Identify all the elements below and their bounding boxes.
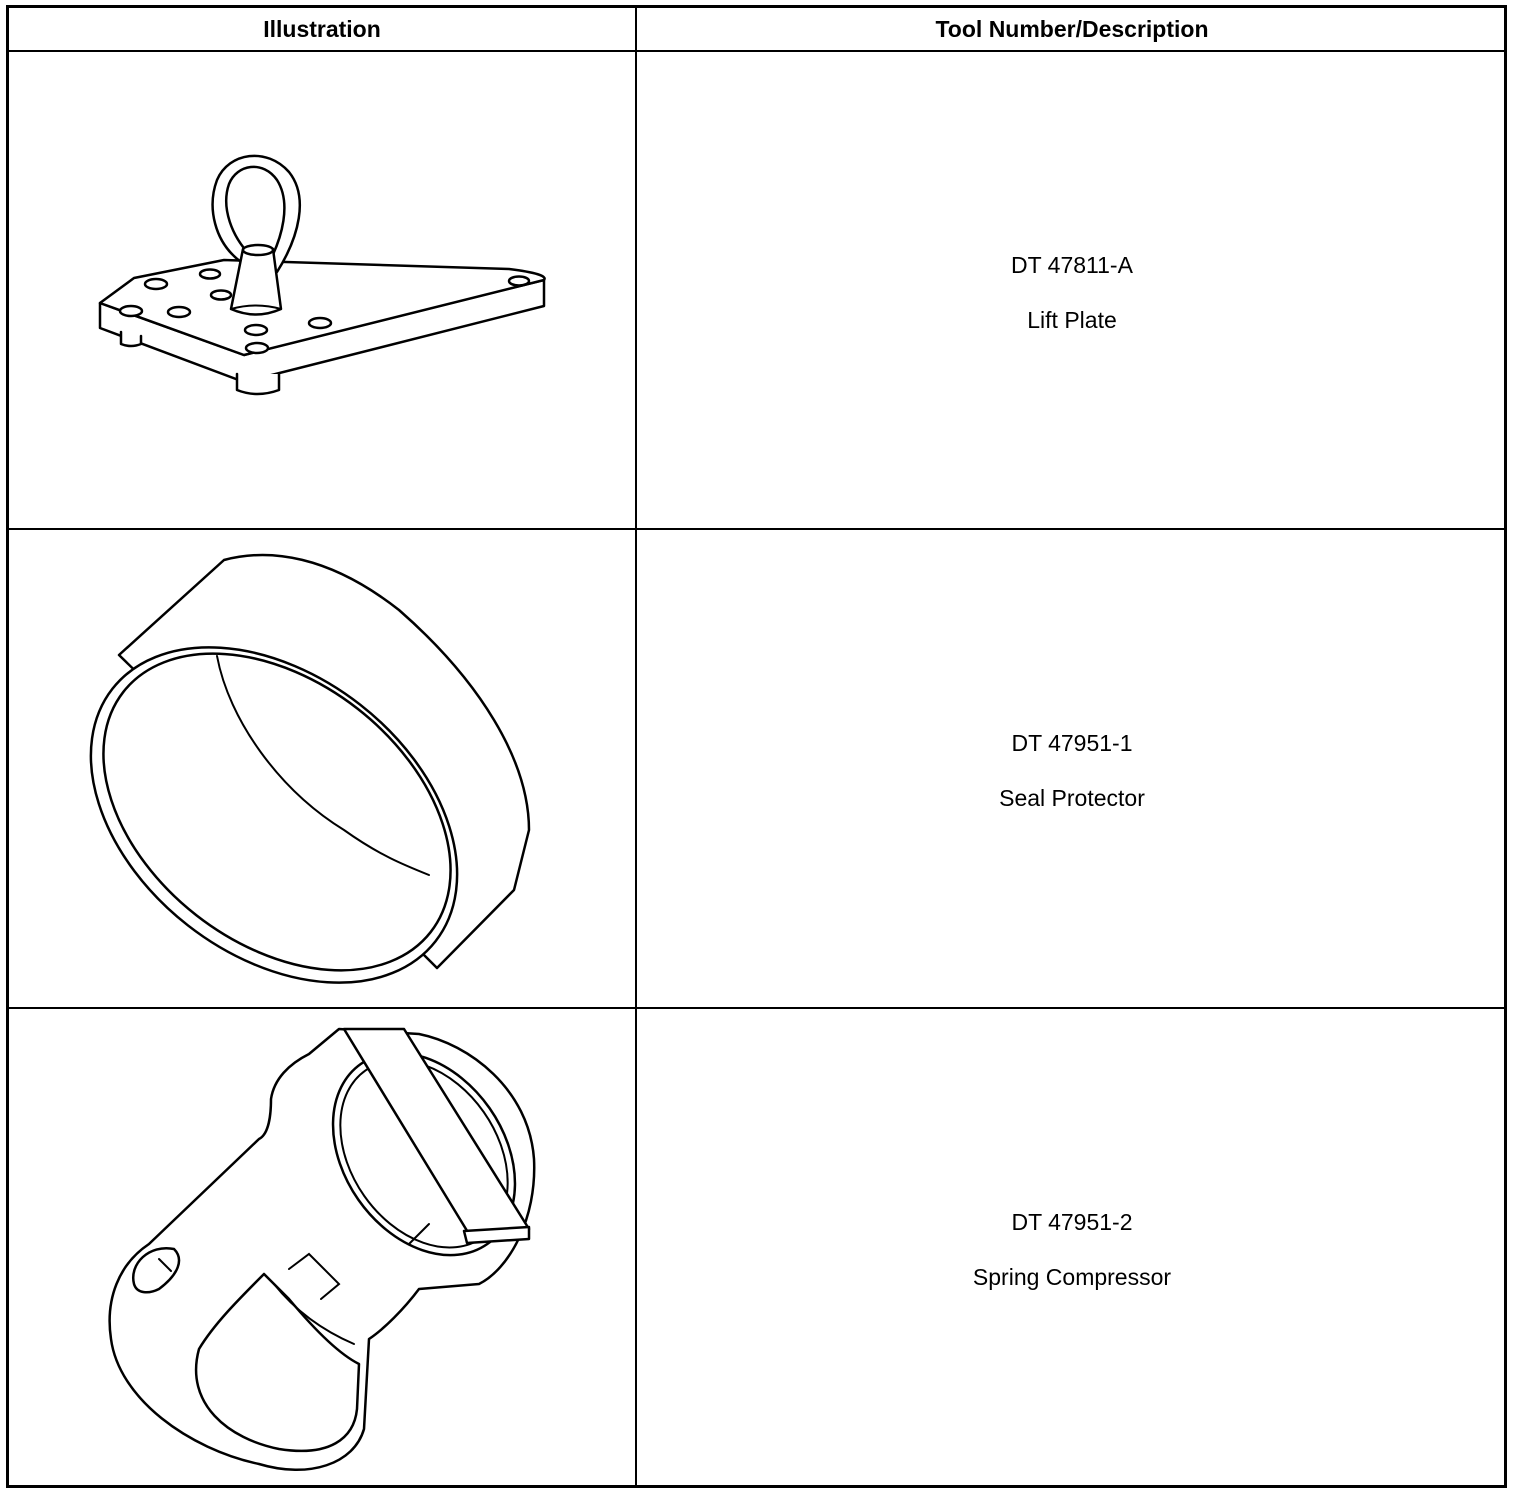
header-tool-number-description: Tool Number/Description <box>935 15 1209 42</box>
tool-name: Seal Protector <box>999 785 1145 811</box>
seal-protector-illustration <box>9 530 635 1007</box>
header-illustration: Illustration <box>263 15 381 42</box>
tool-description-cell <box>637 1009 1507 1488</box>
tool-table <box>6 5 1507 1488</box>
tool-number: DT 47811-A <box>1011 252 1133 278</box>
table-row <box>9 52 1504 528</box>
tool-number: DT 47951-2 <box>1011 1209 1133 1235</box>
tool-number: DT 47951-1 <box>1011 730 1133 756</box>
table-row <box>9 530 1504 1007</box>
tool-name: Lift Plate <box>1027 307 1117 333</box>
tool-name: Spring Compressor <box>972 1264 1172 1290</box>
lift-plate-illustration <box>9 52 635 528</box>
spring-compressor-illustration <box>9 1009 635 1488</box>
table-row <box>9 1009 1504 1488</box>
tool-description-cell <box>637 530 1507 1007</box>
tool-description-cell <box>637 52 1507 528</box>
